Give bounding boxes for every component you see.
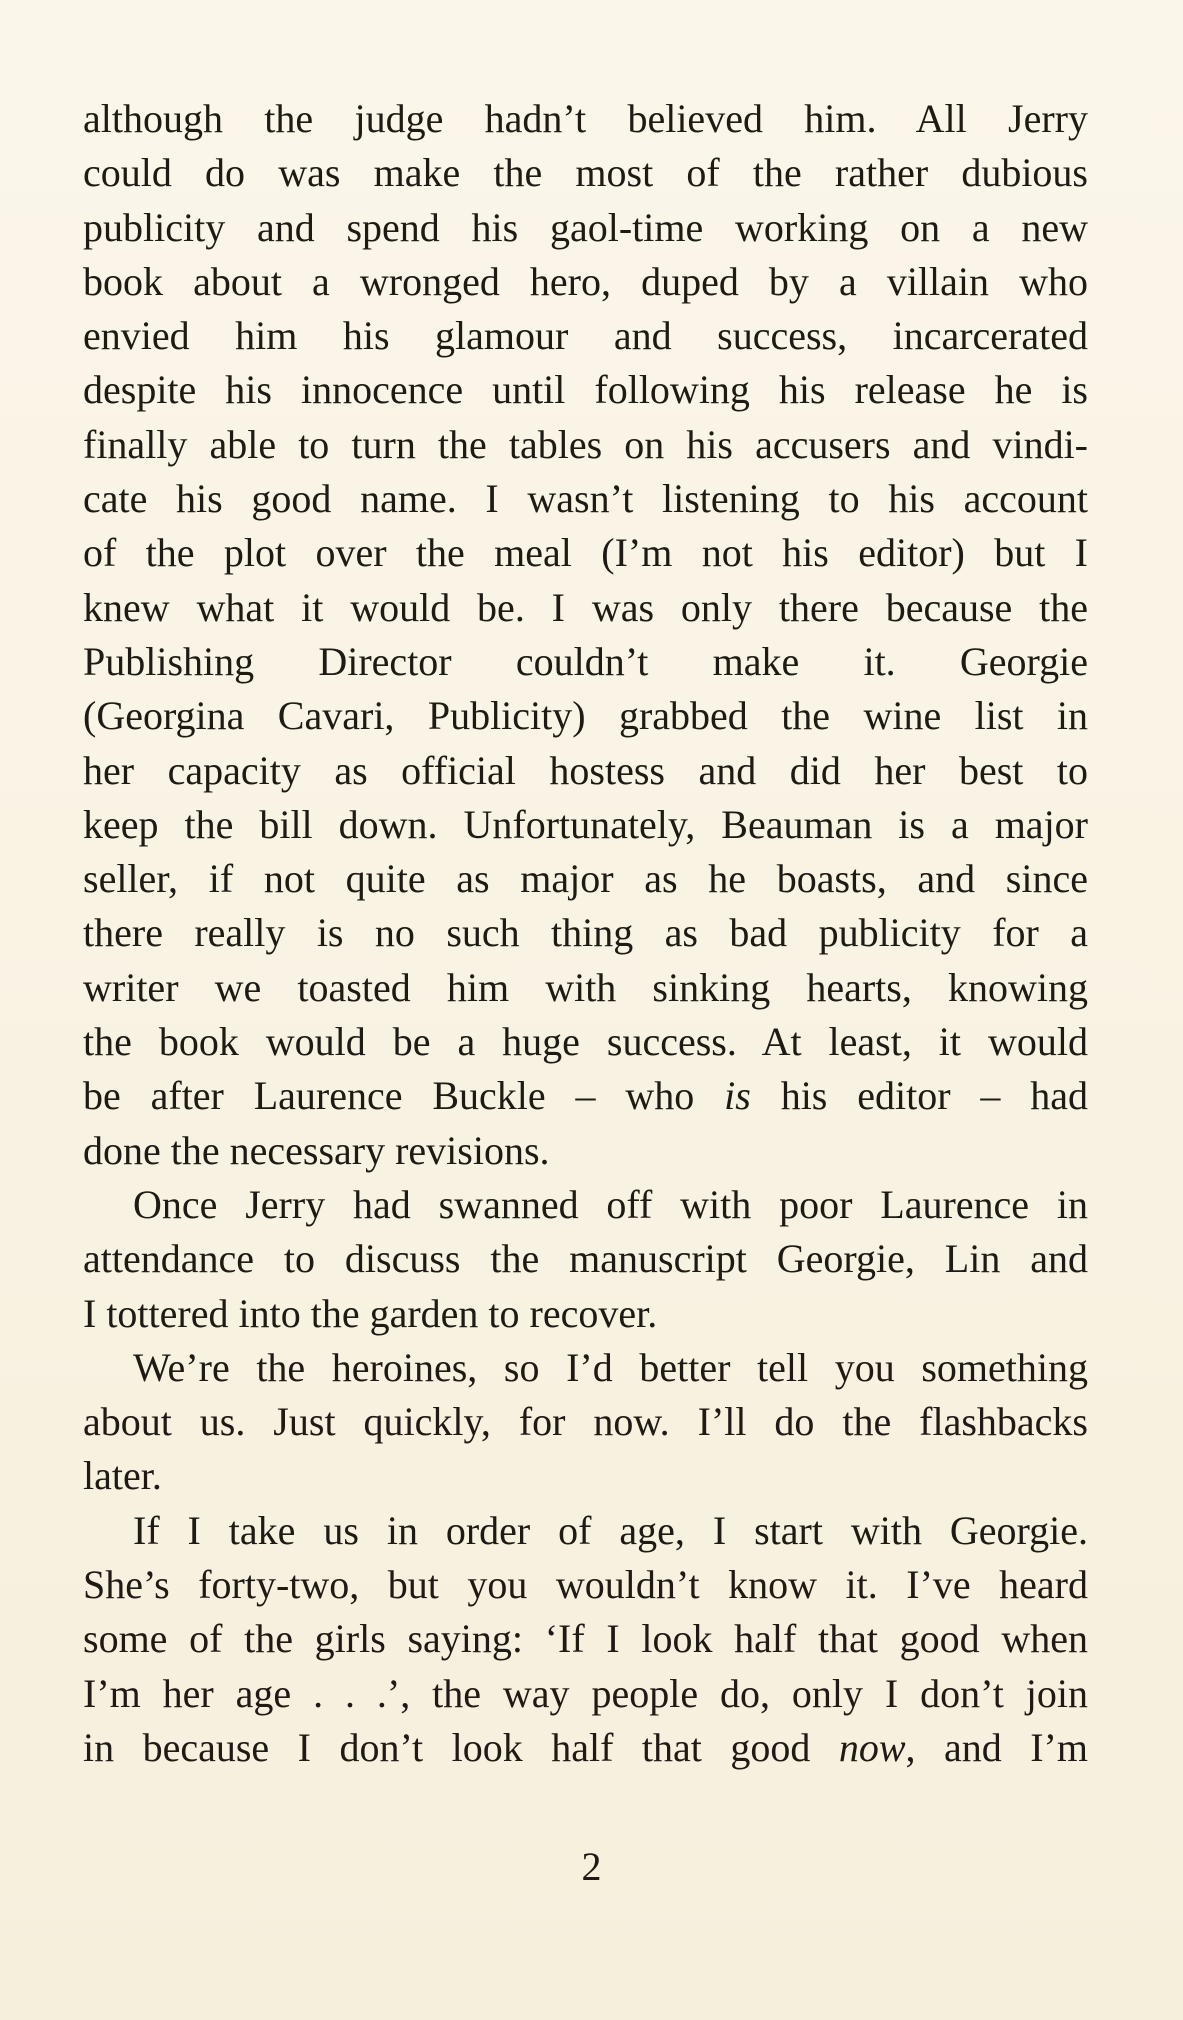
text-line: keep the bill down. Unfortunately, Beauman is a major xyxy=(83,801,1088,847)
text-line: book about a wronged hero, duped by a villain who xyxy=(83,258,1088,304)
text-line: publicity and spend his gaol-time working on a new xyxy=(83,204,1088,250)
text-line: her capacity as official hostess and did her best to xyxy=(83,747,1088,793)
text-segment: be after Laurence Buckle – who xyxy=(83,1073,725,1119)
text-line: attendance to discuss the manuscript Georgie, Lin and xyxy=(83,1236,1088,1282)
text-line: done the necessary revisions. xyxy=(83,1127,550,1173)
emphasized-word: is xyxy=(724,1073,751,1119)
text-line xyxy=(83,1069,1088,1123)
text-line: of the plot over the meal (I’m not his editor) but I xyxy=(83,530,1088,576)
text-line: If I take us in order of age, I start with Georgie. xyxy=(133,1507,1088,1553)
page-number: 2 xyxy=(581,1844,602,1889)
text-line: I tottered into the garden to recover. xyxy=(83,1290,658,1336)
text-line: (Georgina Cavari, Publicity) grabbed the wine list in xyxy=(83,693,1088,739)
text-line: there really is no such thing as bad publicity for a xyxy=(83,910,1088,956)
body-text xyxy=(83,92,1088,1775)
text-line: writer we toasted him with sinking hearts, knowing xyxy=(83,964,1088,1010)
text-line: finally able to turn the tables on his accusers and vindi- xyxy=(83,421,1088,467)
emphasized-word: now xyxy=(838,1724,906,1770)
text-segment: his editor – had xyxy=(750,1073,1088,1119)
text-line: despite his innocence until following his release he is xyxy=(83,367,1088,413)
text-line: cate his good name. I wasn’t listening to his account xyxy=(83,476,1088,522)
text-line: about us. Just quickly, for now. I’ll do the flashbacks xyxy=(83,1399,1088,1445)
text-line: envied him his glamour and success, incarcerated xyxy=(83,313,1088,359)
text-line: We’re the heroines, so I’d better tell you something xyxy=(133,1344,1088,1390)
text-line: I’m her age . . .’, the way people do, only I don’t join xyxy=(83,1670,1088,1716)
text-line xyxy=(83,1721,1088,1775)
text-line: She’s forty-two, but you wouldn’t know it. I’ve heard xyxy=(83,1562,1088,1608)
text-line: could do was make the most of the rather dubious xyxy=(83,150,1088,196)
text-line: seller, if not quite as major as he boasts, and since xyxy=(83,856,1088,902)
text-segment: , and I’m xyxy=(905,1724,1088,1770)
text-line: although the judge hadn’t believed him. All Jerry xyxy=(83,96,1088,141)
text-line: later. xyxy=(83,1453,162,1499)
text-line: Publishing Director couldn’t make it. Georgie xyxy=(83,638,1088,684)
text-segment: in because I don’t look half that good xyxy=(83,1724,839,1770)
text-line: some of the girls saying: ‘If I look half that good when xyxy=(83,1616,1088,1662)
text-line: the book would be a huge success. At least, it would xyxy=(83,1019,1088,1065)
text-line: Once Jerry had swanned off with poor Laurence in xyxy=(133,1181,1088,1227)
text-line: knew what it would be. I was only there because the xyxy=(83,584,1088,630)
